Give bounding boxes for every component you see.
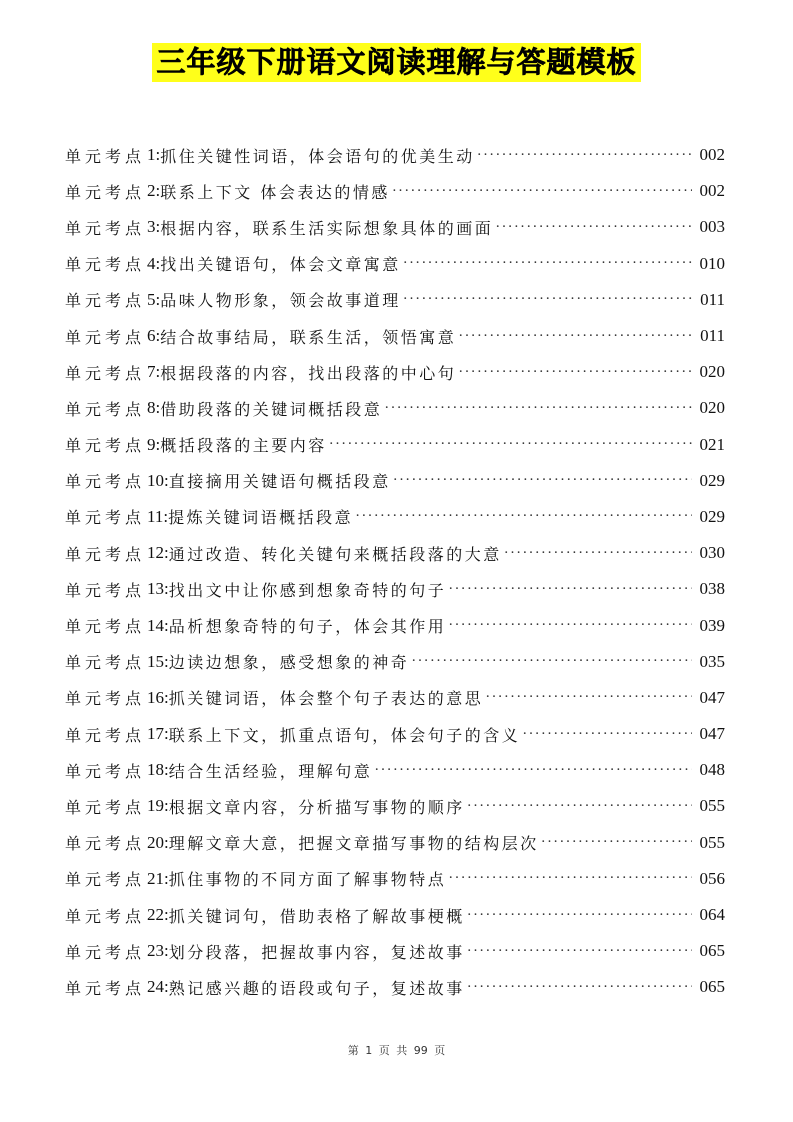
toc-entry-number: 12: <box>147 543 169 563</box>
toc-entry-page-number: 029 <box>699 506 725 526</box>
toc-entry[interactable] <box>65 861 725 897</box>
toc-entry-title: 根据文章内容，分析描写事物的顺序 <box>168 797 465 817</box>
toc-entry-title: 结合生活经验，理解句意 <box>168 761 373 781</box>
toc-entry[interactable] <box>65 427 725 463</box>
toc-leader-dots <box>467 907 692 924</box>
toc-entry-page-number: 011 <box>700 289 725 309</box>
toc-entry-prefix: 单元考点 <box>65 797 146 817</box>
toc-entry-prefix: 单元考点 <box>65 363 146 383</box>
toc-entry[interactable] <box>65 752 725 788</box>
toc-entry-page-number: 011 <box>700 326 725 346</box>
toc-entry-page-number: 048 <box>699 760 725 780</box>
toc-entry-title: 抓关键词句，借助表格了解故事梗概 <box>168 906 465 926</box>
toc-entry-page-number: 065 <box>699 941 725 961</box>
toc-entry-title: 划分段落，把握故事内容，复述故事 <box>168 942 465 962</box>
toc-leader-dots <box>495 219 692 236</box>
toc-leader-dots <box>467 798 692 815</box>
toc-entry-number: 16: <box>147 687 169 707</box>
toc-leader-dots <box>485 689 692 706</box>
toc-entry-page-number: 064 <box>699 905 725 925</box>
toc-entry[interactable] <box>65 173 725 209</box>
toc-entry[interactable] <box>65 716 725 752</box>
toc-entry-title: 结合故事结局，联系生活，领悟寓意 <box>160 327 457 347</box>
toc-entry-number: 13: <box>147 579 169 599</box>
toc-entry-number: 10: <box>147 470 169 490</box>
toc-entry-title: 通过改造、转化关键句来概括段落的大意 <box>168 544 502 564</box>
toc-leader-dots <box>393 472 692 489</box>
toc-leader-dots <box>448 870 692 887</box>
toc-entry-prefix: 单元考点 <box>65 689 146 709</box>
toc-entry[interactable] <box>65 825 725 861</box>
toc-leader-dots <box>411 653 692 670</box>
toc-entry-prefix: 单元考点 <box>65 617 146 637</box>
toc-entry-title: 联系上下文，抓重点语句，体会句子的含义 <box>168 725 521 745</box>
toc-entry-number: 23: <box>147 941 169 961</box>
page-footer: 第 1 页 共 99 页 <box>347 1044 446 1057</box>
toc-entry-prefix: 单元考点 <box>65 906 146 926</box>
toc-leader-dots <box>467 979 692 996</box>
toc-entry-prefix: 单元考点 <box>65 327 146 347</box>
toc-leader-dots <box>403 291 692 308</box>
toc-entry[interactable] <box>65 390 725 426</box>
toc-leader-dots <box>541 834 692 851</box>
toc-entry-page-number: 039 <box>699 615 725 635</box>
toc-entry-title: 理解文章大意，把握文章描写事物的结构层次 <box>168 834 539 854</box>
toc-entry-prefix: 单元考点 <box>65 399 146 419</box>
toc-leader-dots <box>392 183 692 200</box>
toc-entry-number: 5: <box>147 289 161 309</box>
toc-entry-page-number: 002 <box>699 145 725 165</box>
toc-entry-number: 6: <box>147 326 161 346</box>
toc-entry-page-number: 020 <box>699 362 725 382</box>
toc-entry-prefix: 单元考点 <box>65 218 146 238</box>
toc-leader-dots <box>448 617 692 634</box>
toc-entry[interactable] <box>65 499 725 535</box>
toc-entry-prefix: 单元考点 <box>65 182 146 202</box>
toc-entry-number: 8: <box>147 398 161 418</box>
toc-entry-title: 抓住事物的不同方面了解事物特点 <box>168 870 447 890</box>
toc-entry[interactable] <box>65 209 725 245</box>
toc-entry-title: 联系上下文 体会表达的情感 <box>160 182 390 202</box>
toc-leader-dots <box>448 581 692 598</box>
toc-entry-number: 18: <box>147 760 169 780</box>
toc-entry-prefix: 单元考点 <box>65 580 146 600</box>
toc-entry-page-number: 055 <box>699 832 725 852</box>
toc-entry-title: 品析想象奇特的句子，体会其作用 <box>168 617 447 637</box>
toc-entry-page-number: 047 <box>699 687 725 707</box>
toc-entry[interactable] <box>65 246 725 282</box>
toc-entry[interactable] <box>65 535 725 571</box>
toc-entry-number: 4: <box>147 253 161 273</box>
toc-leader-dots <box>477 147 692 164</box>
toc-entry[interactable] <box>65 897 725 933</box>
toc-entry-number: 17: <box>147 724 169 744</box>
toc-leader-dots <box>329 436 692 453</box>
toc-entry-prefix: 单元考点 <box>65 653 146 673</box>
title-container <box>0 43 793 82</box>
toc-leader-dots <box>403 255 692 272</box>
toc-entry-title: 抓住关键性词语，体会语句的优美生动 <box>160 146 475 166</box>
toc-entry-prefix: 单元考点 <box>65 291 146 311</box>
toc-entry-page-number: 038 <box>699 579 725 599</box>
toc-entry-page-number: 055 <box>699 796 725 816</box>
toc-entry-number: 20: <box>147 832 169 852</box>
toc-entry[interactable] <box>65 571 725 607</box>
toc-entry-title: 找出文中让你感到想象奇特的句子 <box>168 580 447 600</box>
toc-entry[interactable] <box>65 354 725 390</box>
toc-entry-page-number: 021 <box>699 434 725 454</box>
toc-entry-number: 7: <box>147 362 161 382</box>
toc-entry-page-number: 035 <box>699 651 725 671</box>
toc-entry-title: 找出关键语句，体会文章寓意 <box>160 255 401 275</box>
toc-entry-prefix: 单元考点 <box>65 436 146 456</box>
toc-entry-prefix: 单元考点 <box>65 942 146 962</box>
toc-leader-dots <box>522 726 692 743</box>
toc-entry-title: 品味人物形象，领会故事道理 <box>160 291 401 311</box>
toc-entry-prefix: 单元考点 <box>65 978 146 998</box>
toc-entry[interactable] <box>65 463 725 499</box>
toc-entry-number: 9: <box>147 434 161 454</box>
toc-entry-title: 提炼关键词语概括段意 <box>168 508 354 528</box>
toc-entry[interactable] <box>65 282 725 318</box>
toc-entry-title: 概括段落的主要内容 <box>160 436 327 456</box>
toc-leader-dots <box>458 328 692 345</box>
toc-leader-dots <box>374 762 692 779</box>
toc-entry-number: 1: <box>147 145 161 165</box>
toc-entry-title: 根据段落的内容，找出段落的中心句 <box>160 363 457 383</box>
toc-entry-title: 边读边想象，感受想象的神奇 <box>168 653 410 673</box>
toc-entry-number: 2: <box>147 181 161 201</box>
toc-entry-page-number: 020 <box>699 398 725 418</box>
toc-leader-dots <box>355 508 692 525</box>
toc-entry-number: 3: <box>147 217 161 237</box>
toc-entry-page-number: 065 <box>699 977 725 997</box>
toc-entry-prefix: 单元考点 <box>65 834 146 854</box>
toc-entry-prefix: 单元考点 <box>65 725 146 745</box>
toc-entry[interactable] <box>65 969 725 1005</box>
toc-entry-title: 抓关键词语，体会整个句子表达的意思 <box>168 689 484 709</box>
toc-leader-dots <box>504 545 692 562</box>
toc-entry-page-number: 047 <box>699 724 725 744</box>
toc-entry[interactable] <box>65 137 725 173</box>
toc-entry-page-number: 003 <box>699 217 725 237</box>
toc-entry[interactable] <box>65 680 725 716</box>
toc-entry-page-number: 002 <box>699 181 725 201</box>
toc-entry-prefix: 单元考点 <box>65 255 146 275</box>
toc-entry-title: 直接摘用关键语句概括段意 <box>168 472 391 492</box>
toc-entry-page-number: 010 <box>699 253 725 273</box>
toc-entry-number: 22: <box>147 905 169 925</box>
toc-entry-prefix: 单元考点 <box>65 472 146 492</box>
toc-entry[interactable] <box>65 607 725 643</box>
toc-entry-prefix: 单元考点 <box>65 146 146 166</box>
table-of-contents <box>65 137 725 1006</box>
toc-leader-dots <box>467 943 692 960</box>
toc-leader-dots <box>458 364 692 381</box>
toc-entry-title: 借助段落的关键词概括段意 <box>160 399 383 419</box>
toc-entry[interactable] <box>65 933 725 969</box>
toc-entry-prefix: 单元考点 <box>65 761 146 781</box>
toc-entry-number: 11: <box>147 506 169 526</box>
toc-entry[interactable] <box>65 318 725 354</box>
toc-entry-prefix: 单元考点 <box>65 870 146 890</box>
toc-entry-number: 14: <box>147 615 169 635</box>
toc-entry-page-number: 056 <box>699 868 725 888</box>
toc-entry-number: 21: <box>147 868 169 888</box>
document-title: 三年级下册语文阅读理解与答题模板 <box>152 43 640 82</box>
toc-entry-title: 根据内容，联系生活实际想象具体的画面 <box>160 218 494 238</box>
toc-entry[interactable] <box>65 788 725 824</box>
toc-entry-title: 熟记感兴趣的语段或句子，复述故事 <box>168 978 465 998</box>
toc-entry-number: 19: <box>147 796 169 816</box>
toc-entry-number: 15: <box>147 651 169 671</box>
toc-entry-page-number: 030 <box>699 543 725 563</box>
toc-leader-dots <box>384 400 692 417</box>
toc-entry-page-number: 029 <box>699 470 725 490</box>
toc-entry[interactable] <box>65 644 725 680</box>
toc-entry-prefix: 单元考点 <box>65 508 146 528</box>
toc-entry-number: 24: <box>147 977 169 997</box>
toc-entry-prefix: 单元考点 <box>65 544 146 564</box>
